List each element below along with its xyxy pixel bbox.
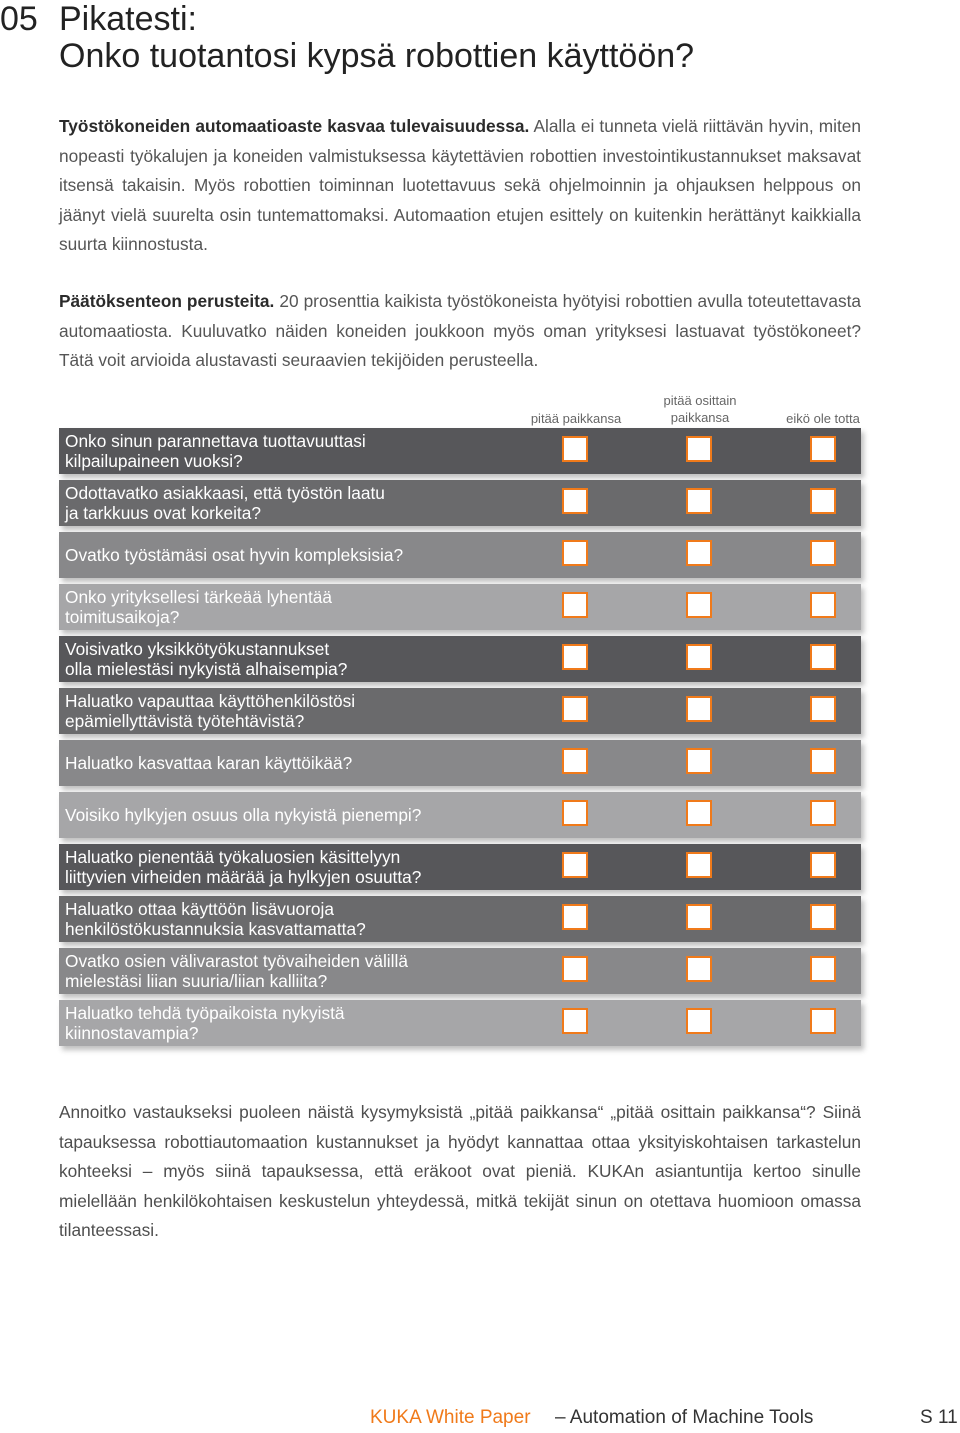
checkbox-partly-true[interactable] — [686, 644, 712, 670]
question-text — [65, 688, 505, 734]
checkbox-partly-true[interactable] — [686, 956, 712, 982]
question-text — [65, 584, 505, 630]
checkbox-true[interactable] — [562, 956, 588, 982]
checkbox-not-true[interactable] — [810, 540, 836, 566]
question-line2: olla mielestäsi nykyistä alhaisempia? — [65, 659, 348, 679]
basis-paragraph — [59, 287, 861, 376]
page-footer — [0, 1405, 960, 1431]
checkbox-partly-true[interactable] — [686, 436, 712, 462]
checkbox-partly-true[interactable] — [686, 1008, 712, 1034]
checkbox-not-true[interactable] — [810, 488, 836, 514]
question-line1: Onko sinun parannettava tuottavuuttasi — [65, 431, 366, 451]
checkbox-true[interactable] — [562, 696, 588, 722]
question-text — [65, 480, 505, 526]
checkbox-not-true[interactable] — [810, 956, 836, 982]
question-line1: Onko yrityksellesi tärkeää lyhentää — [65, 587, 333, 607]
question-line2: epämiellyttävistä työtehtävistä? — [65, 711, 305, 731]
question-line1: Haluatko pienentää työkaluosien käsittelyyn — [65, 847, 401, 867]
question-row — [59, 532, 861, 578]
column-header-true: pitää paikkansa — [530, 411, 622, 426]
checkbox-true[interactable] — [562, 436, 588, 462]
question-row — [59, 584, 861, 630]
question-text — [65, 428, 505, 474]
checkbox-partly-true[interactable] — [686, 592, 712, 618]
question-line1: Odottavatko asiakkaasi, että työstön laatu — [65, 483, 385, 503]
page-number: S 11 — [920, 1407, 958, 1428]
question-line1: Voisivatko yksikkötyökustannukset — [65, 639, 330, 659]
question-text — [65, 532, 505, 578]
question-row — [59, 792, 861, 838]
question-row — [59, 948, 861, 994]
checkbox-not-true[interactable] — [810, 852, 836, 878]
closing-paragraph: Annoitko vastaukseksi puoleen näistä kysymyksistä „pitää paikkansa“ „pitää osittain paikkansa“? Siinä tapauksessa robottiautomaation kustannukset ja hyödyt kannattaa ottaa yksityiskohtaisen tarkastelun kohteeksi – myös siinä tapauksessa, että eräkoot ovat pieniä. KUKAn asiantuntija kertoo sinulle mielellään henkilökohtaisen keskustelun yhteydessä, mitkä tekijät sinun on otettava huomioon omassa tilanteessasi. — [59, 1102, 861, 1240]
question-text — [65, 740, 505, 786]
checkbox-true[interactable] — [562, 488, 588, 514]
checkbox-not-true[interactable] — [810, 748, 836, 774]
checkbox-not-true[interactable] — [810, 800, 836, 826]
footer-title: – Automation of Machine Tools — [555, 1407, 814, 1428]
checkbox-partly-true[interactable] — [686, 748, 712, 774]
question-row — [59, 480, 861, 526]
intro-body: Alalla ei tunneta vielä riittävän hyvin, miten nopeasti työkalujen ja koneiden valmistuksessa käytettävien robottien investointikustannukset maksavat itsensä takaisin. Myös robottien toiminnan luotettavuus sekä ohjelmoinnin ja ohjauksen helppous on jäänyt vielä suurelta osin tuntemattomaksi. Automaation etujen esittely on kuitenkin herättänyt kaikkialla suurta kiinnostusta. — [59, 116, 861, 254]
footer-brand: KUKA White Paper — [370, 1407, 531, 1428]
page-title-line2: Onko tuotantosi kypsä robottien käyttöön? — [59, 37, 695, 75]
question-line2: liittyvien virheiden määrää ja hylkyjen osuutta? — [65, 867, 422, 887]
question-line1: Voisiko hylkyjen osuus olla nykyistä pienempi? — [65, 805, 422, 825]
question-line2: ja tarkkuus ovat korkeita? — [65, 503, 261, 523]
question-row — [59, 844, 861, 890]
column-header-partly-line2: paikkansa — [670, 410, 730, 425]
checkbox-not-true[interactable] — [810, 1008, 836, 1034]
question-line2: toimitusaikoja? — [65, 607, 180, 627]
question-row — [59, 428, 861, 474]
question-line1: Ovatko osien välivarastot työvaiheiden välillä — [65, 951, 408, 971]
question-line1: Haluatko ottaa käyttöön lisävuoroja — [65, 899, 334, 919]
question-text — [65, 1000, 505, 1046]
checkbox-partly-true[interactable] — [686, 696, 712, 722]
checkbox-true[interactable] — [562, 1008, 588, 1034]
checkbox-partly-true[interactable] — [686, 800, 712, 826]
question-row — [59, 688, 861, 734]
checkbox-partly-true[interactable] — [686, 904, 712, 930]
column-header-partly-line1: pitää osittain — [663, 393, 737, 408]
checkbox-true[interactable] — [562, 852, 588, 878]
question-row — [59, 1000, 861, 1046]
question-line2: kilpailupaineen vuoksi? — [65, 451, 243, 471]
checkbox-true[interactable] — [562, 592, 588, 618]
section-number: 05 — [0, 0, 38, 38]
intro-lead: Työstökoneiden automaatioaste kasvaa tulevaisuudessa. — [59, 116, 530, 136]
page-title-line1: Pikatesti: — [59, 0, 197, 38]
basis-lead: Päätöksenteon perusteita. — [59, 291, 275, 311]
column-header-not-true: eikö ole totta — [786, 411, 860, 426]
question-line2: kiinnostavampia? — [65, 1023, 199, 1043]
column-header-partly-true — [640, 392, 760, 426]
question-text — [65, 792, 505, 838]
question-line2: henkilöstökustannuksia kasvattamatta? — [65, 919, 366, 939]
question-line2: mielestäsi liian suuria/liian kalliita? — [65, 971, 328, 991]
question-line1: Haluatko tehdä työpaikoista nykyistä — [65, 1003, 345, 1023]
checkbox-not-true[interactable] — [810, 696, 836, 722]
question-line1: Haluatko vapauttaa käyttöhenkilöstösi — [65, 691, 356, 711]
checkbox-true[interactable] — [562, 644, 588, 670]
question-line1: Ovatko työstämäsi osat hyvin kompleksisia? — [65, 545, 404, 565]
intro-paragraph — [59, 112, 861, 260]
question-line1: Haluatko kasvattaa karan käyttöikää? — [65, 753, 353, 773]
checkbox-not-true[interactable] — [810, 436, 836, 462]
checkbox-partly-true[interactable] — [686, 540, 712, 566]
question-text — [65, 844, 505, 890]
question-text — [65, 896, 505, 942]
checkbox-not-true[interactable] — [810, 644, 836, 670]
question-row — [59, 740, 861, 786]
question-row — [59, 636, 861, 682]
checkbox-partly-true[interactable] — [686, 852, 712, 878]
question-text — [65, 636, 505, 682]
question-text — [65, 948, 505, 994]
checkbox-not-true[interactable] — [810, 592, 836, 618]
checkbox-true[interactable] — [562, 540, 588, 566]
checkbox-not-true[interactable] — [810, 904, 836, 930]
checkbox-true[interactable] — [562, 800, 588, 826]
checkbox-true[interactable] — [562, 748, 588, 774]
basis-body: 20 prosenttia kaikista työstökoneista hyötyisi robottien avulla toteutettavasta automaatiosta. Kuuluvatko näiden koneiden joukkoon myös oman yrityksesi lastuavat työstökoneet? Tätä voit arvioida alustavasti seuraavien tekijöiden perusteella. — [59, 291, 861, 370]
question-row — [59, 896, 861, 942]
checkbox-true[interactable] — [562, 904, 588, 930]
checkbox-partly-true[interactable] — [686, 488, 712, 514]
